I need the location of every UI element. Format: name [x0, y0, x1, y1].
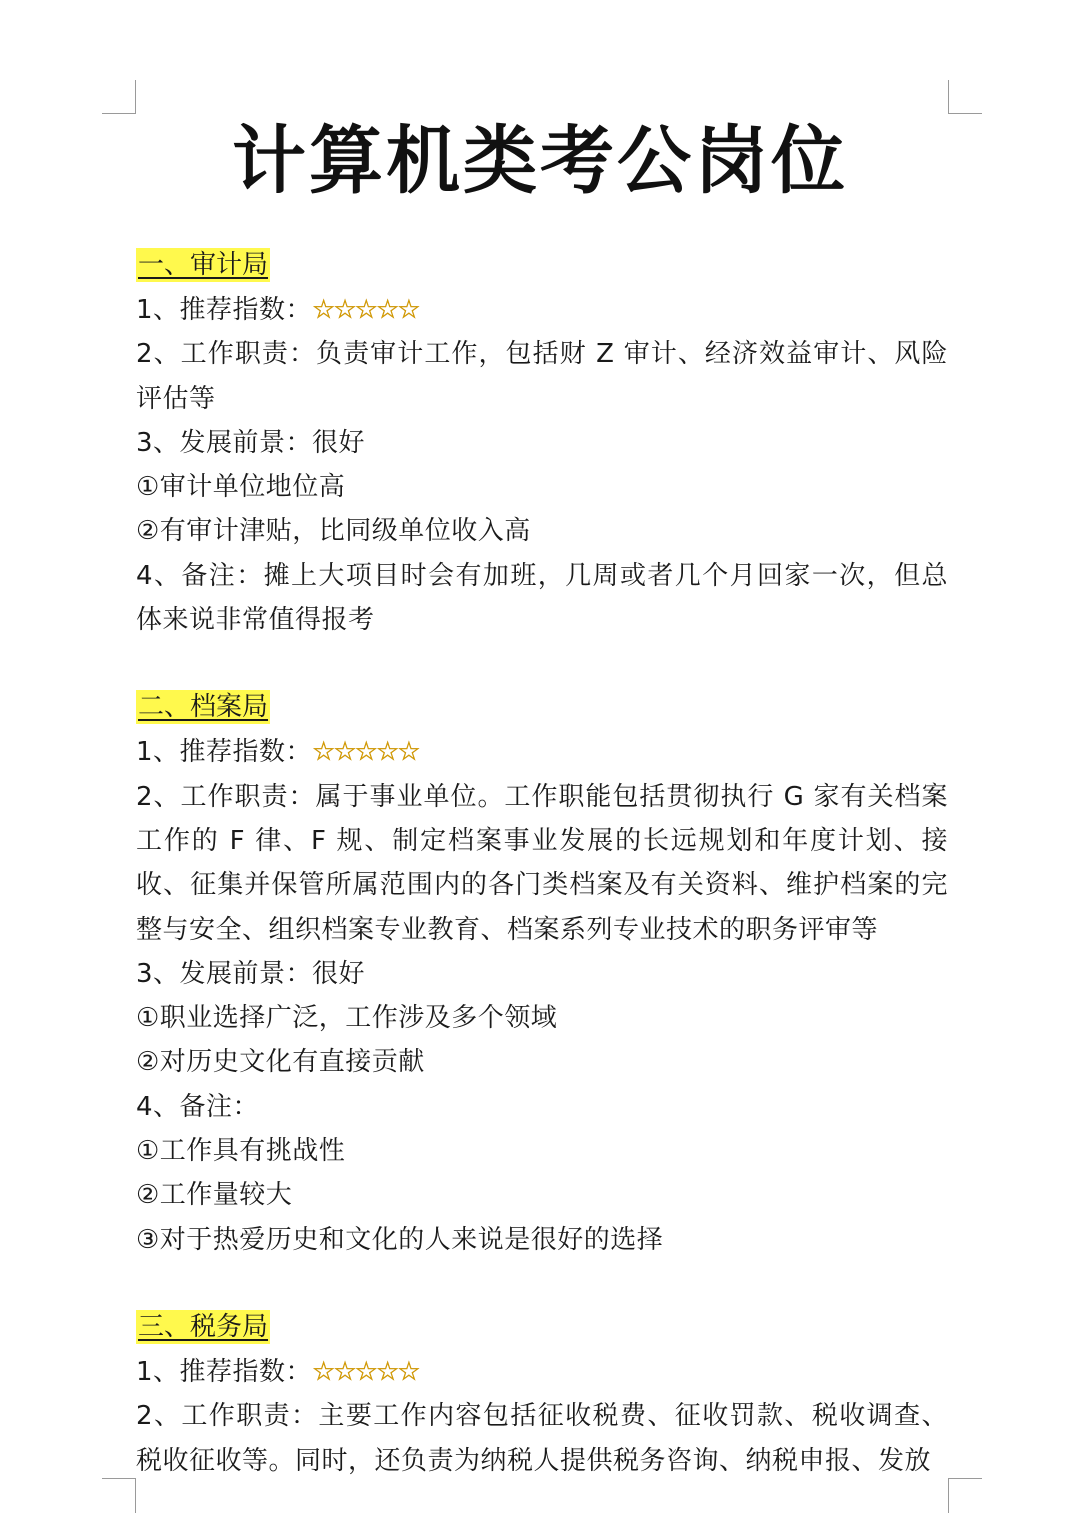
- list-item: ①工作具有挑战性: [136, 1136, 346, 1167]
- list-item: ①职业选择广泛，工作涉及多个领域: [136, 1003, 558, 1034]
- list-item: 2、工作职责：负责审计工作，包括财 Z 审计、经济效益审计、风险评估等: [136, 339, 948, 414]
- star-rating-icon: ☆☆☆☆☆: [312, 295, 419, 325]
- crop-mark-bottom-right: [948, 1478, 982, 1513]
- list-item: 2、工作职责：属于事业单位。工作职能包括贯彻执行 G 家有关档案工作的 F 律、F 规、制定档案事业发展的长远规划和年度计划、接收、征集并保管所属范围内的各门类档案及有关资料、维护档案的完整与安全、组织档案专业教育、档案系列专业技术的职务评审等: [136, 781, 948, 945]
- rating-line: [136, 1350, 948, 1394]
- rating-label: 1、推荐指数：: [136, 295, 313, 325]
- star-rating-icon: ☆☆☆☆☆: [312, 1356, 419, 1387]
- section-heading: 二、档案局: [138, 692, 269, 723]
- list-item: 2、工作职责：主要工作内容包括征收税费、征收罚款、税收调查、税收征收等。同时，还负责为纳税人提供税务咨询、纳税申报、发放: [136, 1401, 948, 1476]
- crop-mark-top-right: [948, 80, 982, 114]
- rating-label: 1、推荐指数：: [136, 1356, 313, 1387]
- list-item: 3、发展前景：很好: [136, 427, 366, 458]
- section-heading: 一、审计局: [138, 250, 269, 280]
- list-item: ③对于热爱历史和文化的人来说是很好的选择: [136, 1224, 664, 1255]
- rating-line: [136, 730, 948, 774]
- list-item: 4、备注：摊上大项目时会有加班，几周或者几个月回家一次，但总体来说非常值得报考: [136, 560, 948, 636]
- list-item: ①审计单位地位高: [136, 472, 346, 503]
- section-tax-bureau: [136, 1306, 948, 1483]
- list-item: 4、备注：: [136, 1091, 260, 1122]
- crop-mark-top-left: [102, 80, 136, 114]
- list-item: 3、发展前景：很好: [136, 958, 366, 989]
- rating-label: 1、推荐指数：: [136, 737, 313, 768]
- list-item: ②有审计津贴，比同级单位收入高: [136, 516, 531, 547]
- list-item: ②对历史文化有直接贡献: [136, 1047, 425, 1078]
- list-item: ②工作量较大: [136, 1180, 293, 1211]
- section-archives-bureau: [136, 686, 948, 1262]
- section-audit-bureau: [136, 244, 948, 642]
- page-title: 计算机类考公岗位: [232, 118, 848, 204]
- section-heading: 三、税务局: [138, 1311, 269, 1342]
- crop-mark-bottom-left: [102, 1478, 136, 1513]
- star-rating-icon: ☆☆☆☆☆: [312, 737, 419, 768]
- rating-line: [136, 288, 948, 332]
- document-body: [136, 244, 948, 1527]
